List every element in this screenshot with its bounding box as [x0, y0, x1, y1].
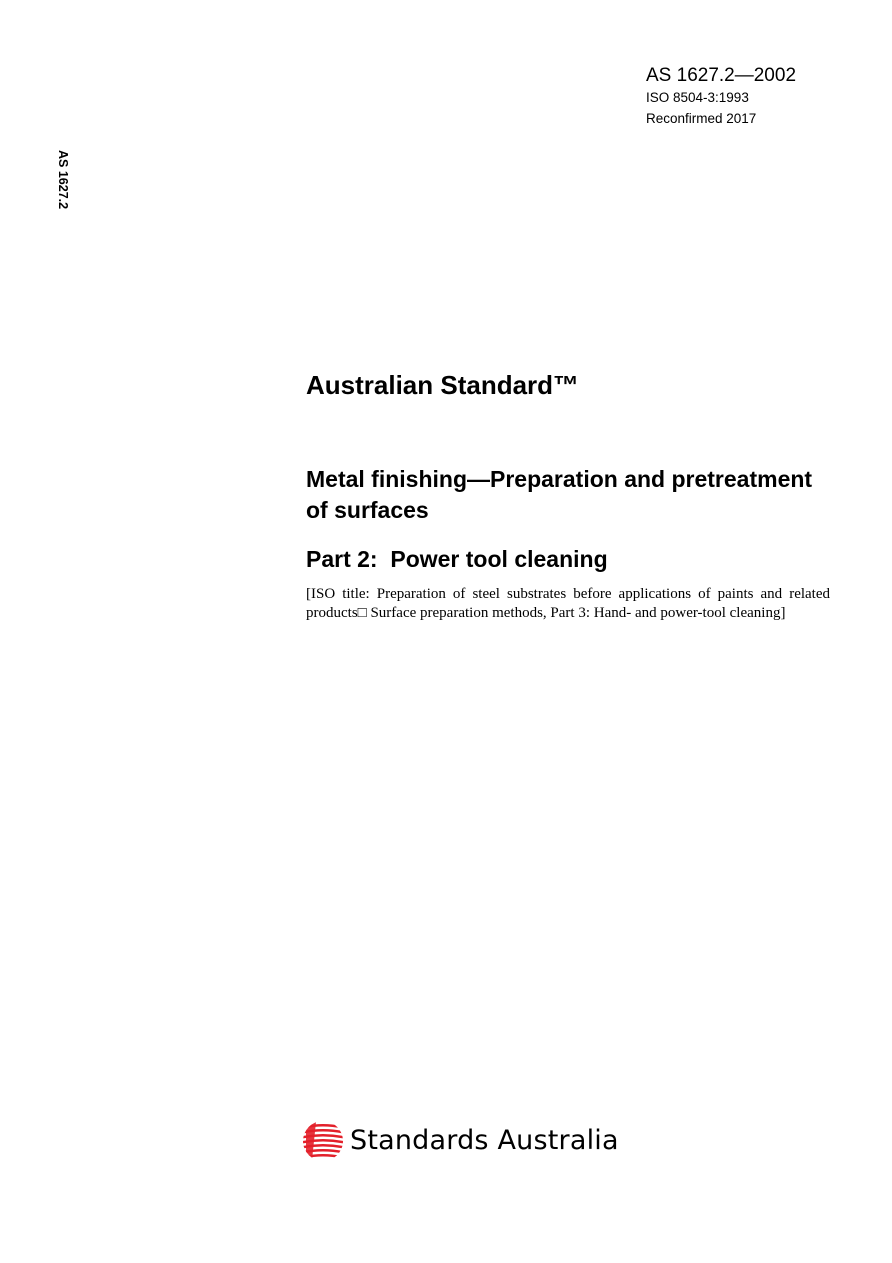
brand-title: Australian Standard™: [306, 370, 580, 400]
globe-logo-icon: [302, 1120, 344, 1162]
iso-number: ISO 8504-3:1993: [646, 90, 749, 105]
document-title: Metal finishing—Preparation and pretreatment of surfaces: [306, 466, 813, 523]
part-title: Part 2: Power tool cleaning: [306, 546, 608, 572]
publisher-logo: [302, 1120, 619, 1162]
spine-label: AS 1627.2: [56, 150, 70, 210]
standard-number: AS 1627.2—2002: [646, 65, 797, 86]
title-block: [306, 368, 836, 623]
document-identifiers: [646, 64, 796, 129]
reconfirmed-date: Reconfirmed 2017: [646, 111, 757, 126]
publisher-name: Standards Australia: [350, 1125, 619, 1156]
iso-title-note: [ISO title: Preparation of steel substrates before applications of paints and related products□ Surface preparation methods, Part 3: Hand- and power-tool cleaning]: [306, 586, 830, 621]
